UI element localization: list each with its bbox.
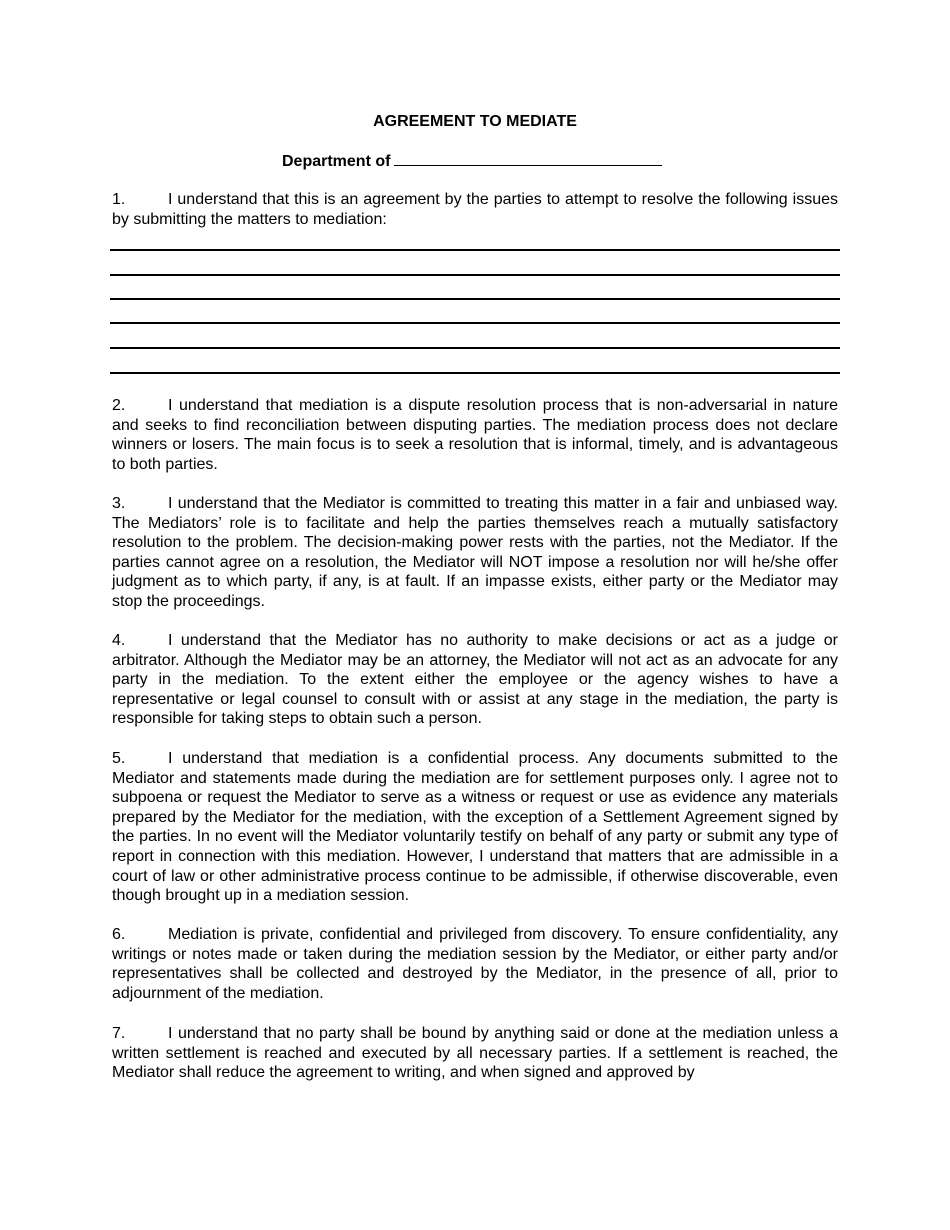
paragraph-7: [112, 1024, 838, 1083]
paragraph-2: [112, 396, 838, 474]
issue-blank-line-5[interactable]: [110, 347, 840, 349]
paragraph-3: [112, 494, 838, 612]
paragraph-text: Mediation is private, confidential and privileged from discovery. To ensure confidentiality, any writings or notes made or taken during the mediation session by the Mediator, or either party and/or representatives shall be collected and destroyed by the Mediator, in the presence of all, prior to adjournment of the mediation.: [112, 926, 838, 1002]
paragraph-6: [112, 925, 838, 1003]
paragraph-4: [112, 631, 838, 729]
document-title: AGREEMENT TO MEDIATE: [373, 113, 577, 130]
paragraph-text: I understand that no party shall be bound by anything said or done at the mediation unless a written settlement is reached and executed by all necessary parties. If a settlement is reached, the Mediator shall reduce the agreement to writing, and when signed and approved by: [112, 1025, 838, 1082]
department-line: [282, 151, 662, 171]
issue-blank-line-4[interactable]: [110, 322, 840, 324]
paragraph-text: I understand that mediation is a confidential process. Any documents submitted to the Mediator and statements made during the mediation are for settlement purposes only. I agree not to subpoena or request the Mediator to serve as a witness or request or use as evidence any materials prepared by the Mediator for the mediation, with the exception of a Settlement Agreement signed by the parties. In no event will the Mediator voluntarily testify on behalf of any party or submit any type of report in connection with this mediation. However, I understand that matters that are admissible in a court of law or other administrative process continue to be admissible, if otherwise discoverable, even though brought up in a mediation session.: [112, 750, 838, 905]
issue-blank-line-2[interactable]: [110, 274, 840, 276]
paragraph-5: [112, 749, 838, 906]
paragraph-number: 4.: [112, 632, 126, 649]
issue-blank-line-6[interactable]: [110, 372, 840, 374]
paragraph-number: 5.: [112, 750, 126, 767]
issue-blank-line-3[interactable]: [110, 298, 840, 300]
paragraph-1: [112, 190, 838, 229]
paragraph-number: 6.: [112, 926, 126, 943]
paragraph-number: 3.: [112, 495, 126, 512]
department-input-blank[interactable]: [394, 151, 662, 166]
department-label: Department of: [282, 153, 391, 170]
paragraph-number: 1.: [112, 191, 126, 208]
paragraph-text: I understand that mediation is a dispute resolution process that is non-adversarial in nature and seeks to find reconciliation between disputing parties. The mediation process does not declare winners or losers. The main focus is to seek a resolution that is informal, timely, and is advantageous to both parties.: [112, 397, 838, 473]
paragraph-text: I understand that the Mediator has no authority to make decisions or act as a judge or arbitrator. Although the Mediator may be an attorney, the Mediator will not act as an advocate for any party in the mediation. To the extent either the employee or the agency wishes to have a representative or legal counsel to consult with or assist at any stage in the mediation, the party is responsible for taking steps to obtain such a person.: [112, 632, 838, 728]
paragraph-text: I understand that this is an agreement by the parties to attempt to resolve the following issues by submitting the matters to mediation:: [112, 191, 838, 228]
paragraph-number: 2.: [112, 397, 126, 414]
paragraph-text: I understand that the Mediator is committed to treating this matter in a fair and unbiased way. The Mediators’ role is to facilitate and help the parties themselves reach a mutually satisfactory resolution to the problem. The decision-making power rests with the parties, not the Mediator. If the parties cannot agree on a resolution, the Mediator will NOT impose a resolution nor will he/she offer judgment as to which party, if any, is at fault. If an impasse exists, either party or the Mediator may stop the proceedings.: [112, 495, 838, 610]
issue-blank-line-1[interactable]: [110, 249, 840, 251]
paragraph-number: 7.: [112, 1025, 126, 1042]
